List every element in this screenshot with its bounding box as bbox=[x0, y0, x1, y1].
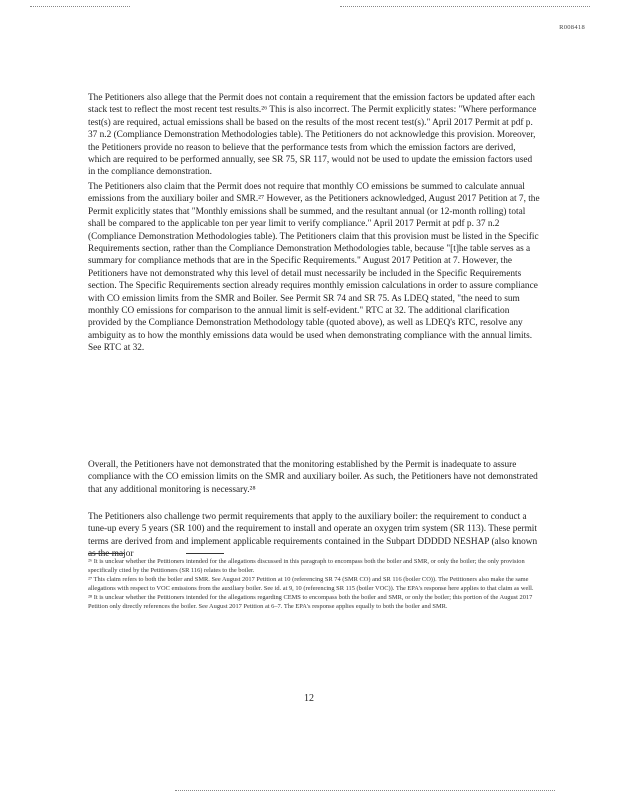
footer-dotted-rule bbox=[175, 790, 555, 799]
footnotes bbox=[88, 558, 540, 611]
footnote-27: ²⁷ This claim refers to both the boiler and SMR. See August 2017 Petition at 10 (referencing SR 74 (SMR CO) and SR 116 (boiler CO)). The Petitioners also make the same allegations with respect to VOC emissions from the auxiliary boiler. See id. at 9, 10 (referencing SR 115 (boiler VOC)). The EPA's response here applies to that claim as well. bbox=[88, 575, 534, 592]
page-number: 12 bbox=[304, 693, 314, 704]
header-dotted-rule-left bbox=[30, 6, 130, 15]
paragraph-text: The Petitioners also challenge two permit requirements that apply to the auxiliary boiler: the requirement to conduct a tune-up every 5 years (SR 100) and the requirement to install and operate an oxygen trim system (SR 113). These permit terms are derived from and implement applicable requirements contained in the Subpart DDDDD NESHAP (also known as the major bbox=[88, 512, 538, 560]
footnote-rule bbox=[186, 553, 224, 554]
paragraph-text: The Petitioners also allege that the Permit does not contain a requirement that the emission factors be updated after each stack test to reflect the most recent test results.²⁶ This is also incorrect. The Permit explicitly states: "Where performance test(s) are required, actual emissions shall be based on the results of the most recent test(s)." April 2017 Permit at pdf p. 37 n.2 (Compliance Demonstration Methodologies table). The Petitioners do not acknowledge this provision. Moreover, the Petitioners provide no reason to believe that the performance tests from which the emission factors are derived, which are required to be performed annually, see SR 75, SR 117, would not be used to update the emission factors used in the compliance demonstration. bbox=[88, 93, 537, 178]
paragraph-emission-factors bbox=[88, 92, 540, 191]
footnote-separator bbox=[88, 553, 388, 555]
footnote-28: ²⁸ It is unclear whether the Petitioners intended for the allegations regarding CEMS to encompass both the boiler and SMR, or only the boiler; this portion of the August 2017 Petition only directly references the boiler. See August 2017 Petition at 6–7. The EPA's response applies equally to both the boiler and SMR. bbox=[88, 593, 533, 610]
footnote-26: ²⁶ It is unclear whether the Petitioners intended for the allegations discussed in this paragraph to encompass both the boiler and SMR, or only the boiler; the only provision specifically cited by the Petitioners (SR 116) relates to the boiler. bbox=[88, 558, 525, 574]
paragraph-overall-monitoring bbox=[88, 459, 540, 508]
footnote-rule bbox=[88, 553, 124, 554]
paragraph-monthly-co-emissions bbox=[88, 181, 540, 367]
page-id-stamp: R008418 bbox=[559, 24, 585, 31]
paragraph-text: Overall, the Petitioners have not demonstrated that the monitoring established by the Permit is inadequate to assure compliance with the CO emission limits on the SMR and auxiliary boiler. As such, the Petitioners have not demonstrated that any additional monitoring is necessary.²⁸ bbox=[88, 460, 538, 495]
header-dotted-rule-right bbox=[340, 6, 590, 15]
paragraph-text: The Petitioners also claim that the Permit does not require that monthly CO emissions be summed to calculate annual emissions from the auxiliary boiler and SMR.²⁷ However, as the Petitioners acknowledged, August 2017 Petition at 7, the Permit explicitly states that "Monthly emissions shall be summed, and the resultant annual (or 12-month rolling) total shall be compared to the applicable ton per year limit to verify compliance." April 2017 Permit at pdf p. 37 n.2 (Compliance Demonstration Methodologies table). The Petitioners claim that this provision must be listed in the Specific Requirements section, rather than the Compliance Demonstration Methodologies table, because "[t]he table serves as a summary for compliance methods that are in the Specific Requirements." August 2017 Petition at 7. However, the Petitioners have not demonstrated why this level of detail must necessarily be included in the Specific Requirements section. The Specific Requirements section already requires monthly emission calculations in order to assure compliance with CO emission limits from the SMR and Boiler. See Permit SR 74 and SR 75. As LDEQ stated, "the need to sum monthly CO emissions for comparison to the annual limit is self-evident." RTC at 32. The additional clarification provided by the Compliance Demonstration Methodology table (quoted above), as well as LDEQ's RTC, resolve any ambiguity as to how the monthly emissions data would be used when demonstrating compliance with the annual limits. See RTC at 32. bbox=[88, 182, 540, 354]
